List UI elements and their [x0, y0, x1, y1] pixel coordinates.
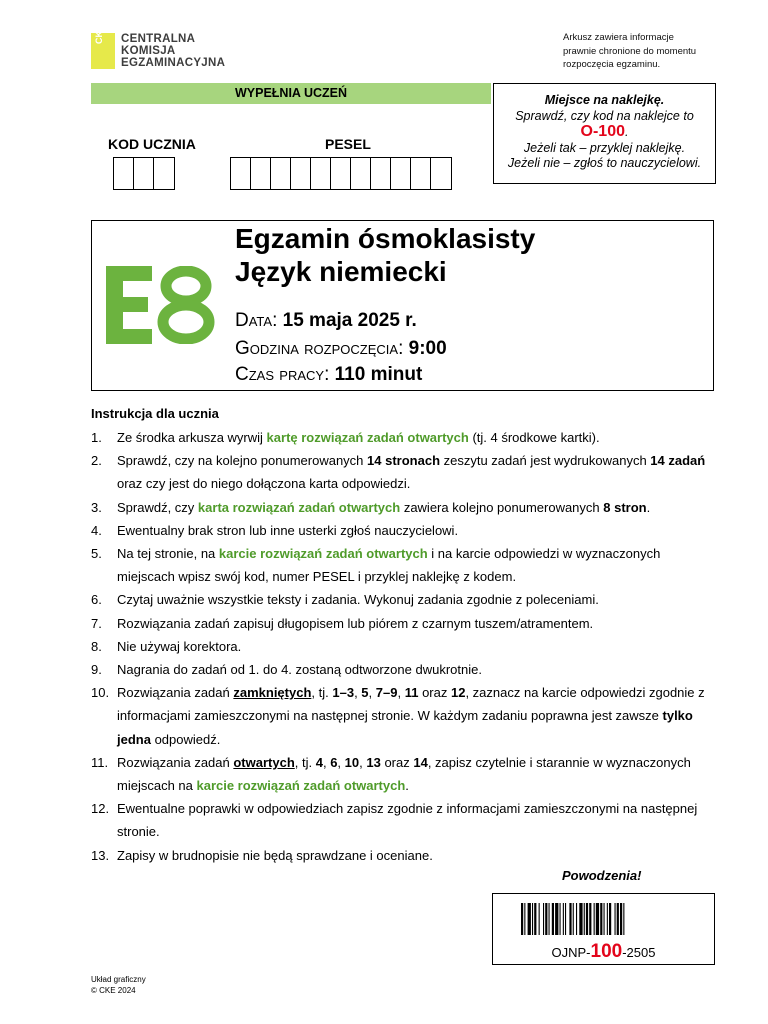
barcode-bar [552, 903, 554, 935]
instruction-text-part: 6 [330, 754, 338, 770]
footer-line: © CKE 2024 [91, 985, 136, 995]
instruction-text-part: , [368, 685, 376, 701]
exam-subject: Język niemiecki [235, 256, 447, 287]
pesel-boxes[interactable] [230, 157, 452, 190]
barcode-bar [584, 903, 585, 935]
sticker-code: O-100 [580, 123, 625, 140]
instruction-item [91, 426, 721, 449]
exam-duration-value: 110 minut [334, 364, 423, 385]
exam-date-value: 15 maja 2025 r. [282, 310, 417, 331]
sticker-instruction: Jeżeli nie – zgłoś to nauczycielowi. [507, 156, 702, 170]
cke-name [121, 33, 225, 69]
pesel-cell[interactable] [411, 158, 431, 189]
instruction-item [91, 496, 721, 519]
instruction-number: 11. [91, 754, 109, 770]
instruction-text-part: , tj. [294, 754, 316, 770]
instruction-text [117, 844, 721, 867]
barcode-bar [596, 903, 599, 935]
barcode-bar [609, 903, 611, 935]
instruction-text-part: 5 [361, 685, 369, 701]
pesel-cell[interactable] [351, 158, 371, 189]
good-luck-text: Powodzenia! [562, 868, 642, 883]
pesel-cell[interactable] [291, 158, 311, 189]
barcode-bar [604, 903, 605, 935]
instruction-text-part: , [337, 754, 345, 770]
barcode-suffix: -2505 [622, 945, 656, 960]
barcode-bar [594, 903, 595, 935]
instruction-text-part: , [322, 754, 331, 770]
pesel-label: PESEL [325, 136, 371, 152]
instruction-number: 9. [91, 662, 102, 678]
instruction-text [117, 681, 721, 751]
instruction-text-part: , [359, 754, 367, 770]
instruction-text-part: 14 zadań [650, 453, 706, 469]
barcode-number: 100 [590, 941, 623, 962]
instruction-number: 3. [91, 499, 102, 515]
barcode-bar [579, 903, 582, 935]
notice-line: rozpoczęcia egzaminu. [563, 59, 661, 70]
exam-title-line: Egzamin ósmoklasisty [235, 223, 536, 254]
instruction-text [117, 449, 721, 495]
instruction-number: 5. [91, 546, 102, 562]
sticker-title: Miejsce na naklejkę. [544, 93, 665, 107]
instruction-text-part: , [397, 685, 405, 701]
barcode-bar [589, 903, 591, 935]
instruction-text-part: (tj. 4 środkowe kartki). [468, 430, 600, 445]
instruction-number: 12. [91, 801, 110, 817]
instruction-item [91, 635, 721, 658]
instruction-text-part: 13 [366, 754, 381, 770]
instruction-text-part: Ewentualny brak stron lub inne usterki zgłoś nauczycielowi. [117, 522, 459, 538]
kod-ucznia-cell[interactable] [154, 158, 174, 189]
instruction-item [91, 588, 721, 611]
instruction-text-part: otwartych [233, 754, 295, 770]
barcode-bar [563, 903, 564, 935]
footer [91, 975, 146, 996]
barcode-bar [521, 903, 523, 935]
instruction-item [91, 449, 721, 495]
instruction-item [91, 844, 721, 867]
sticker-area [493, 83, 716, 184]
pesel-cell[interactable] [251, 158, 271, 189]
instruction-text-part: , tj. [311, 685, 333, 701]
instruction-text-part: karcie rozwiązań zadań otwartych [196, 778, 406, 794]
pesel-cell[interactable] [271, 158, 291, 189]
exam-date-label: Data: [235, 310, 278, 331]
pesel-cell[interactable] [311, 158, 331, 189]
exam-start [235, 338, 447, 360]
instruction-text-part: Ze środka arkusza wyrwij [117, 430, 267, 445]
instruction-text-part: karta rozwiązań zadań otwartych [197, 499, 401, 515]
instruction-text [117, 612, 721, 635]
cke-name-line: CENTRALNA [121, 33, 196, 45]
instruction-item [91, 751, 721, 797]
instruction-number: 2. [91, 453, 102, 469]
instruction-number: 7. [91, 615, 102, 631]
instruction-text [117, 542, 721, 588]
barcode-bar [576, 903, 577, 935]
barcode-bar [586, 903, 588, 935]
instruction-text-part: karcie rozwiązań zadań otwartych [218, 546, 428, 562]
barcode-bar [600, 903, 602, 935]
instruction-text-part: oraz czy jest do niego dołączona karta odpowiedzi. [117, 476, 411, 492]
notice-line: Arkusz zawiera informacje [563, 32, 674, 43]
instruction-text-part: tylko jedna [117, 708, 693, 747]
instruction-text-part: 12 [450, 685, 466, 701]
instruction-text-part: oraz [380, 754, 414, 770]
sticker-instruction: Sprawdź, czy kod na naklejce to [515, 108, 694, 123]
exam-date [235, 310, 417, 332]
kod-ucznia-boxes[interactable] [113, 157, 175, 190]
barcode-box [492, 893, 715, 965]
instruction-item [91, 612, 721, 635]
pesel-cell[interactable] [431, 158, 451, 189]
barcode-bar [623, 903, 624, 935]
barcode-bar [555, 903, 558, 935]
instruction-number: 10. [91, 685, 110, 701]
instruction-text-part: odpowiedź. [150, 731, 221, 747]
barcode-bar [565, 903, 566, 935]
instruction-text-part: Na tej stronie, na [117, 546, 219, 562]
instruction-text-part: Czytaj uważnie wszystkie teksty i zadania. Wykonuj zadania zgodnie z poleceniami. [117, 592, 599, 608]
barcode-bar [615, 903, 616, 935]
instruction-text-part: 10 [344, 754, 360, 770]
cke-name-line: KOMISJA [121, 45, 176, 57]
instruction-text-part: , zaznacz na karcie odpowiedzi zgodnie z informacjami zamieszczonymi na następnej stronie. W każdym zadaniu poprawna jest zawsze [117, 685, 705, 724]
barcode-bar [543, 903, 544, 935]
instruction-text-part: , [354, 685, 362, 701]
exam-title-box [91, 220, 714, 391]
barcode-bar [532, 903, 533, 935]
student-fill-title: WYPEŁNIA UCZEŃ [91, 83, 491, 104]
e8-logo-icon [106, 266, 216, 344]
barcode-icon [521, 903, 686, 935]
instruction-number: 1. [91, 430, 102, 445]
instruction-text-part: kartę rozwiązań zadań otwartych [266, 430, 469, 445]
instruction-text-part: Nagrania do zadań od 1. do 4. zostaną odtworzone dwukrotnie. [117, 662, 482, 678]
kod-ucznia-label: KOD UCZNIA [108, 136, 196, 152]
instruction-number: 13. [91, 847, 110, 863]
pesel-cell[interactable] [231, 158, 251, 189]
instruction-text-part: , zapisz czytelnie i starannie w wyznaczonych miejscach na [117, 754, 691, 794]
barcode-bar [534, 903, 536, 935]
instruction-text [117, 426, 721, 449]
protected-info-notice [563, 31, 743, 72]
instruction-text-part: zawiera kolejno ponumerowanych [400, 499, 604, 515]
sticker-code-line [494, 124, 715, 141]
instruction-item [91, 681, 721, 751]
instruction-text-part: 11 [404, 685, 419, 701]
instruction-text-part: Ewentualne poprawki w odpowiedziach zapisz zgodnie z informacjami zamieszczonymi na następnej stronie. [117, 801, 698, 840]
cke-logo-mark-text: CKE [94, 24, 104, 44]
instruction-item [91, 797, 721, 843]
barcode-code [493, 941, 714, 963]
instruction-text-part: 4 [315, 754, 323, 770]
barcode-bar [549, 903, 550, 935]
instruction-number: 6. [91, 592, 102, 608]
instruction-text [117, 496, 721, 519]
barcode-bar [617, 903, 619, 935]
barcode-bar [524, 903, 525, 935]
barcode-bar [573, 903, 574, 935]
notice-line: prawnie chronione do momentu [563, 45, 697, 57]
instruction-number: 8. [91, 638, 102, 654]
instruction-item [91, 542, 721, 588]
sticker-code-suffix: . [624, 125, 629, 139]
instruction-text-part: Sprawdź, czy na kolejno ponumerowanych [117, 453, 368, 469]
instruction-text-part: zeszytu zadań jest wydrukowanych [440, 453, 651, 469]
instruction-text-part: Rozwiązania zadań [117, 685, 234, 701]
barcode-bar [620, 903, 622, 935]
exam-start-label: Godzina rozpoczęcia: [235, 338, 404, 359]
instruction-text-part: . [646, 499, 651, 515]
exam-title [235, 222, 535, 288]
instruction-text-part: Rozwiązania zadań zapisuj długopisem lub piórem z czarnym tuszem/atramentem. [117, 615, 594, 631]
instruction-text-part: Zapisy w brudnopisie nie będą sprawdzane i oceniane. [117, 847, 433, 863]
exam-duration-label: Czas pracy: [235, 364, 330, 385]
instruction-text-part: 8 stron [603, 499, 647, 515]
instruction-text-part: i na karcie odpowiedzi w wyznaczonych miejscach wpisz swój kod, numer PESEL i przyklej naklejkę z kodem. [117, 546, 661, 585]
sticker-instruction: Jeżeli tak – przyklej naklejkę. [523, 140, 686, 155]
instruction-text [117, 588, 721, 611]
instruction-text-part: oraz [418, 685, 451, 701]
exam-start-value: 9:00 [408, 338, 447, 359]
pesel-cell[interactable] [331, 158, 351, 189]
instruction-text [117, 519, 721, 542]
cke-name-line: EGZAMINACYJNA [121, 57, 226, 69]
instruction-item [91, 519, 721, 542]
instruction-item [91, 658, 721, 681]
barcode-bar [569, 903, 571, 935]
instruction-text [117, 797, 721, 843]
instruction-text [117, 751, 721, 797]
pesel-cell[interactable] [371, 158, 391, 189]
instruction-text-part: 7–9 [375, 685, 398, 701]
exam-duration [235, 364, 422, 386]
footer-line: Układ graficzny [91, 975, 146, 984]
instruction-text-part: Nie używaj korektora. [117, 638, 242, 654]
barcode-prefix: OJNP- [551, 945, 591, 960]
barcode-bar [528, 903, 531, 935]
instruction-text-part: 1–3 [332, 685, 355, 701]
barcode-bar [560, 903, 561, 935]
instruction-text-part: 14 [413, 754, 428, 770]
instruction-text-part: Sprawdź, czy [117, 499, 198, 515]
cke-logo-mark [91, 24, 115, 69]
barcode-bar [607, 903, 608, 935]
instruction-text [117, 658, 721, 681]
pesel-cell[interactable] [391, 158, 411, 189]
kod-ucznia-cell[interactable] [114, 158, 134, 189]
instruction-text-part: zamkniętych [233, 685, 312, 701]
instruction-text-part: 14 stronach [367, 453, 441, 469]
barcode-bar [539, 903, 540, 935]
instruction-number: 4. [91, 522, 102, 538]
instructions-heading: Instrukcja dla ucznia [91, 406, 219, 421]
instruction-text-part: . [405, 778, 409, 794]
instruction-text-part: Rozwiązania zadań [117, 754, 234, 770]
instructions-list [91, 426, 721, 867]
instruction-text [117, 635, 721, 658]
kod-ucznia-cell[interactable] [134, 158, 154, 189]
barcode-bar [545, 903, 547, 935]
cke-logo [91, 24, 241, 71]
